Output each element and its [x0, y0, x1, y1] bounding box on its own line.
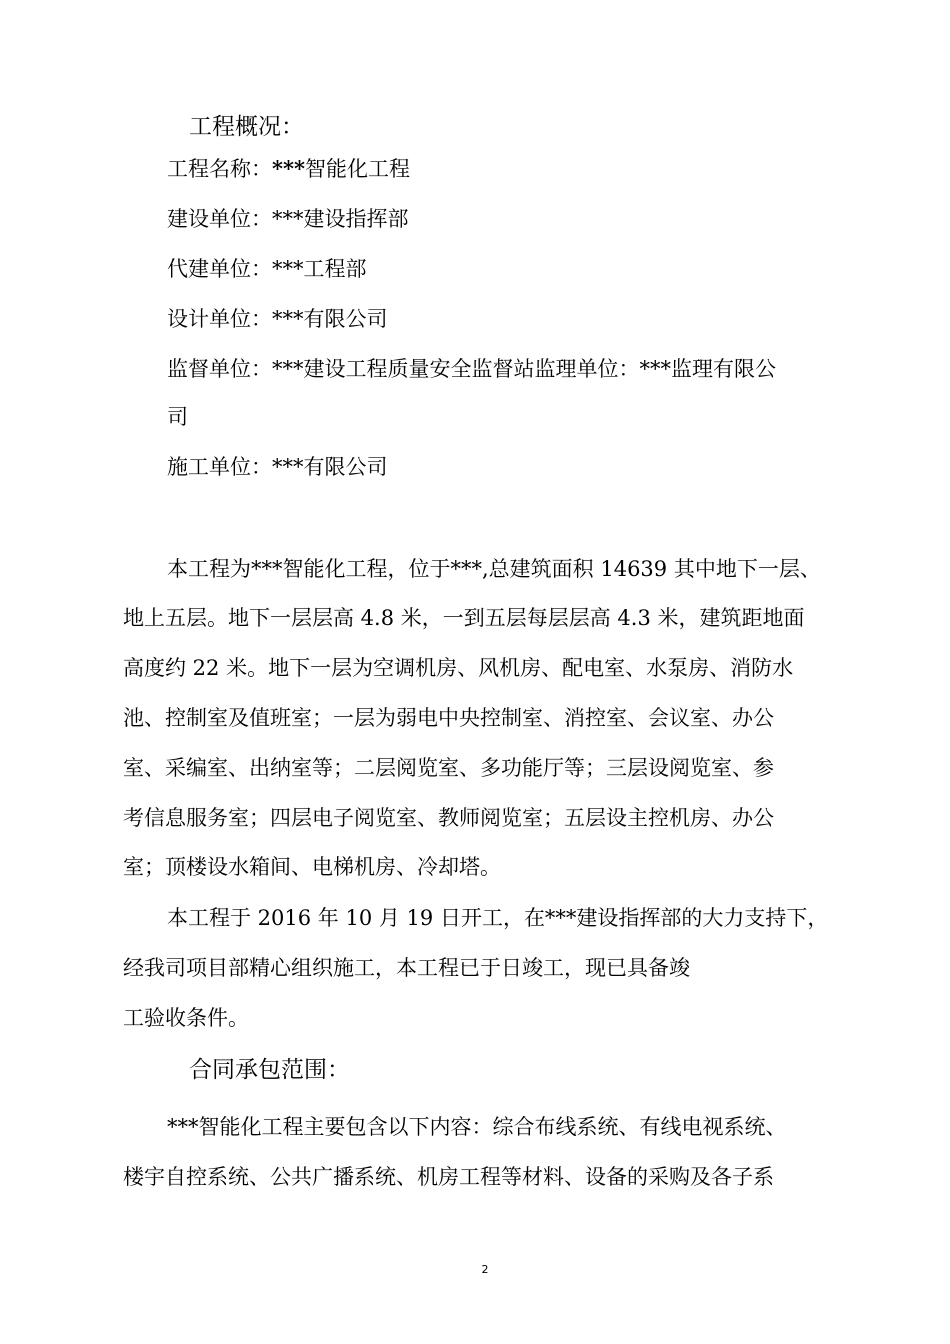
scope-line: ***智能化工程主要包含以下内容：综合布线系统、有线电视系统、	[167, 1115, 787, 1139]
description-paragraph1-line: 室、采编室、出纳室等；二层阅览室、多功能厅等；三层设阅览室、参	[123, 756, 774, 780]
description-paragraph2-line: 本工程于 2016 年 10 月 19 日开工，在***建设指挥部的大力支持下，	[167, 906, 829, 930]
description-paragraph1-line: 本工程为***智能化工程，位于***,总建筑面积 14639 其中地下一层、	[167, 557, 821, 581]
designer-line: 设计单位：***有限公司	[167, 307, 388, 331]
builder-line: 建设单位：***建设指挥部	[167, 207, 409, 231]
description-paragraph1-line: 室；顶楼设水箱间、电梯机房、冷却塔。	[123, 855, 501, 879]
description-paragraph1-line: 地上五层。地下一层层高 4.8 米，一到五层每层层高 4.3 米，建筑距地面	[123, 606, 805, 630]
description-paragraph1-line: 池、控制室及值班室；一层为弱电中央控制室、消控室、会议室、办公	[123, 706, 774, 730]
description-paragraph2-line: 经我司项目部精心组织施工，本工程已于日竣工，现已具备竣	[123, 956, 690, 980]
project-name-bold-prefix: ***	[272, 156, 305, 181]
project-name-label: 工程名称：	[167, 157, 272, 181]
supervisor-line-continued: 司	[167, 405, 188, 429]
supervisor-line: 监督单位：***建设工程质量安全监督站监理单位：***监理有限公	[167, 357, 776, 381]
project-name-value: 智能化工程	[304, 157, 410, 181]
scope-heading: 合同承包范围：	[189, 1057, 350, 1083]
agent-builder-line: 代建单位：***工程部	[167, 257, 367, 281]
page-number: 2	[481, 1263, 489, 1276]
overview-heading: 工程概况：	[189, 114, 304, 140]
project-name-line	[167, 154, 410, 184]
description-paragraph2-line: 工验收条件。	[123, 1006, 249, 1030]
description-paragraph1-line: 考信息服务室；四层电子阅览室、教师阅览室；五层设主控机房、办公	[123, 806, 774, 830]
contractor-line: 施工单位：***有限公司	[167, 455, 388, 479]
scope-line: 楼宇自控系统、公共广播系统、机房工程等材料、设备的采购及各子系	[123, 1165, 774, 1189]
description-paragraph1-line: 高度约 22 米。地下一层为空调机房、风机房、配电室、水泵房、消防水	[123, 656, 794, 680]
